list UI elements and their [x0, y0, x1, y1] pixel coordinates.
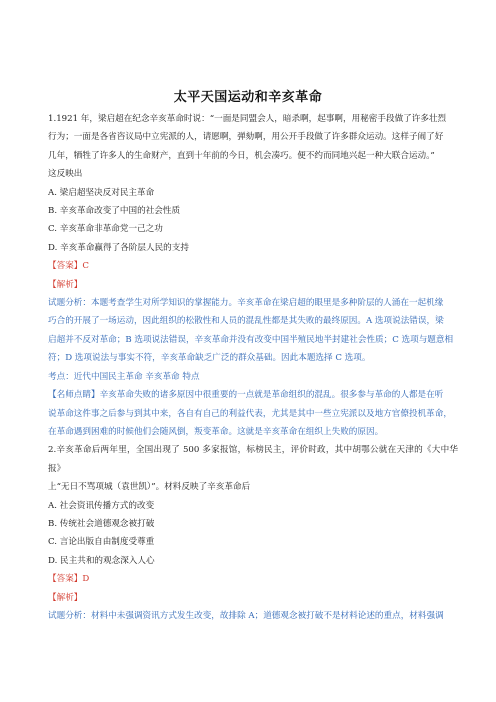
document-body: [48, 110, 458, 625]
q1-kaodian: 考点：近代中国民主革命 辛亥革命 特点: [48, 371, 200, 382]
q1-stem-line-1: 1.1921 年，梁启超在纪念辛亥革命时说：“一面是同盟会人，暗杀啊，起事啊，用秘密手段做了许多壮烈: [48, 114, 447, 124]
q2-stem-line-2: 上“无日不骂项城（袁世凯）”。材料反映了辛亥革命后: [48, 482, 251, 493]
q1-analysis-line-4: 符；D 选项说法与事实不符，辛亥革命缺乏广泛的群众基础。因此本题选择 C 选项。: [48, 353, 371, 364]
q1-option-c: C. 辛亥革命非革命党一己之功: [48, 224, 163, 235]
q1-analysis-line-1: 试题分析：本题考查学生对所学知识的掌握能力。辛亥革命在梁启超的眼里是多种阶层的人涌在一起机缘: [48, 298, 444, 309]
q2-option-d: D. 民主共和的观念深入人心: [48, 555, 155, 566]
q2-option-b: B. 传统社会道德观念被打破: [48, 518, 155, 529]
q1-teacher-note-line-3: 在革命遇到困难的时候他们会随风倒，叛变革命。这就是辛亥革命在组织上失败的原因。: [48, 426, 384, 437]
q1-analysis-label: 【解析】: [48, 279, 83, 290]
q1-stem-line-4: 这反映出: [48, 169, 83, 180]
q1-option-d: D. 辛亥革命赢得了各阶层人民的支持: [48, 242, 189, 253]
q2-analysis-line-1: 试题分析：材料中未强调资讯方式发生改变，故排除 A；道德观念被打破不是材料论述的重点，材料强调: [48, 610, 444, 621]
q1-option-b: B. 辛亥革命改变了中国的社会性质: [48, 206, 181, 217]
q2-analysis-label: 【解析】: [48, 592, 83, 603]
q2-option-c: C. 言论出版自由制度受尊重: [48, 537, 155, 548]
q1-stem-line-3: 几年，牺牲了许多人的生命财产，直到十年前的今日，机会凑巧。便不约而同地兴起一种大联合运动。”: [48, 150, 435, 161]
q1-stem-line-2: 行为；一面是各省咨议局中立宪派的人，请愿啊，弹劾啊，用公开手段做了许多群众运动。这样子闹了好: [48, 132, 444, 143]
q2-answer: 【答案】D: [48, 574, 90, 585]
q1-option-a: A. 梁启超坚决反对民主革命: [48, 187, 155, 198]
q1-teacher-note-line-1: 【名师点睛】辛亥革命失败的诸多原因中很重要的一点就是革命组织的混乱。很多参与革命的人都是在听: [48, 390, 444, 401]
q2-option-a: A. 社会资讯传播方式的改变: [48, 500, 155, 511]
q2-stem-line-1: 2.辛亥革命后两年里，全国出现了 500 多家报馆，标榜民主，评价时政，其中胡鄂公就在天津的《大中华报》: [48, 445, 458, 474]
page-title: 太平天国运动和辛亥革命: [173, 90, 323, 105]
q1-answer: 【答案】C: [48, 261, 89, 272]
q1-teacher-note-line-2: 说革命这件事之后参与到其中来，各自有自己的利益代表，尤其是其中一些立宪派以及地方官僚投机革命，: [48, 408, 452, 419]
q1-analysis-line-3: 启超并不反对革命；B 选项说法错误，辛亥革命并没有改变中国半殖民地半封建社会性质；C 选项与题意相: [48, 334, 454, 345]
q1-analysis-line-2: 巧合的开展了一场运动，因此组织的松散性和人员的混乱性都是其失败的最终原因。A 选项说法错误，梁: [48, 316, 444, 327]
